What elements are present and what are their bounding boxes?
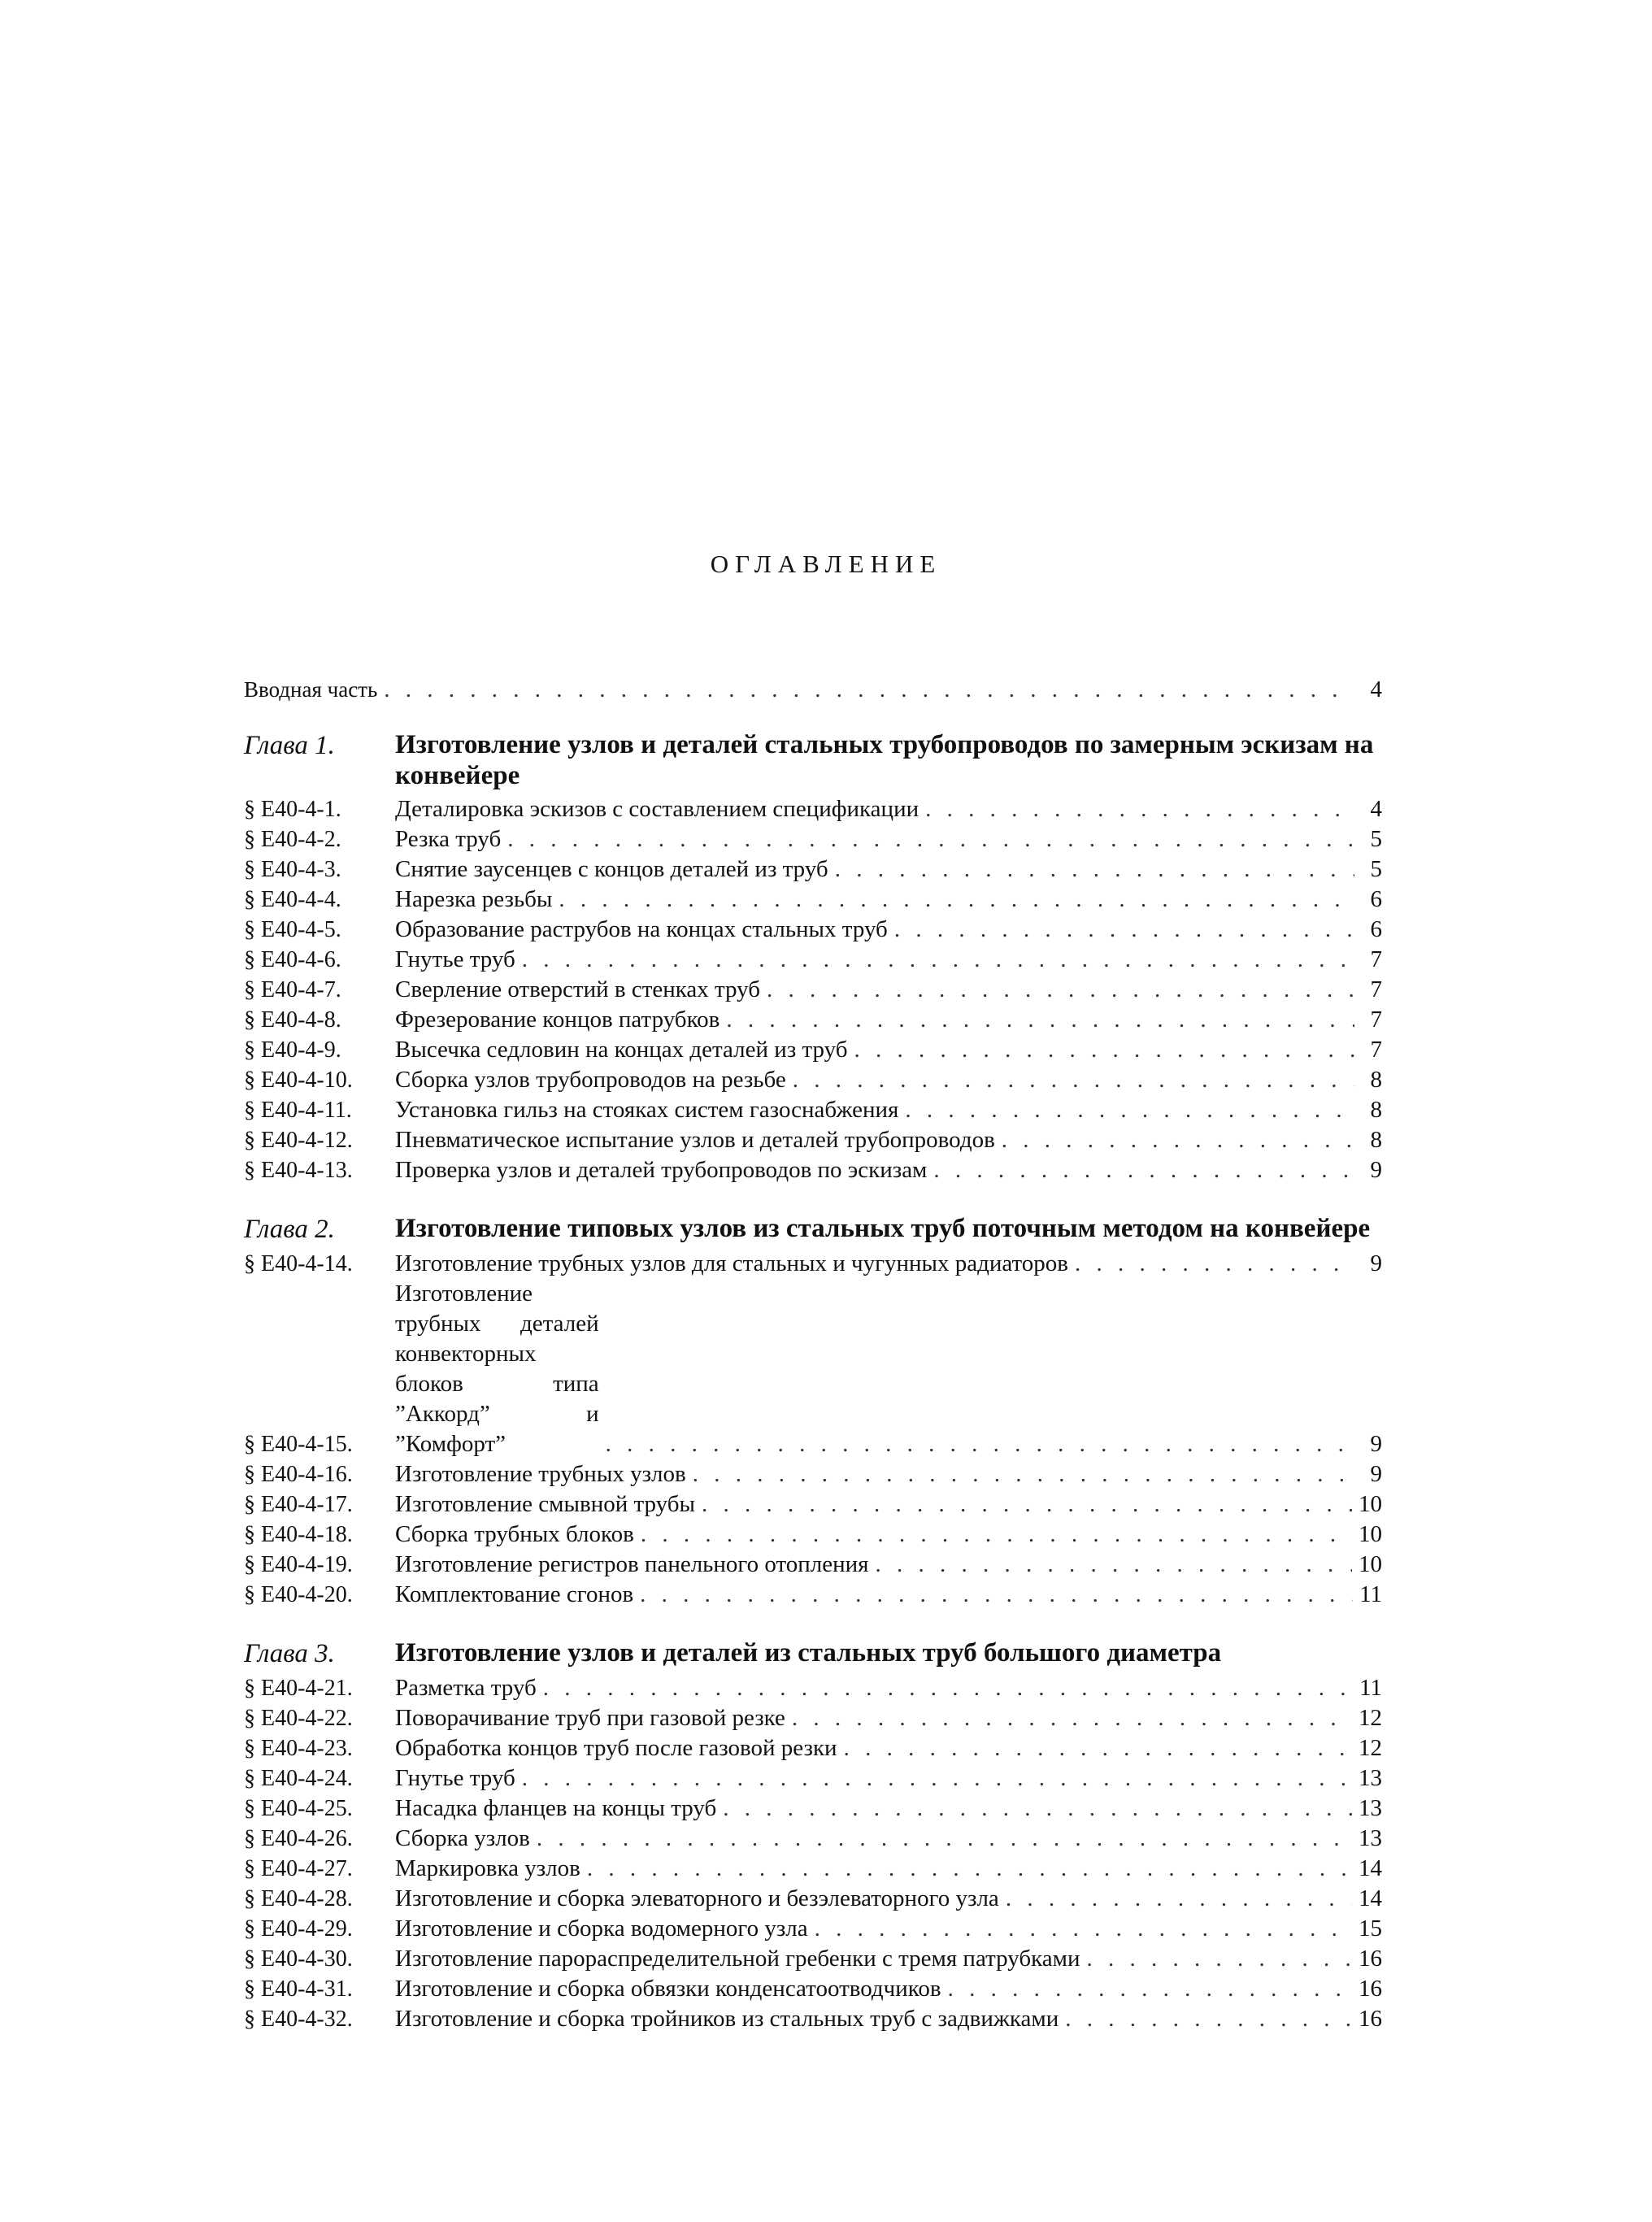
toc-entry[interactable] (244, 1489, 1382, 1520)
toc-entry-title: Фрезерование концов патрубков (395, 1007, 720, 1033)
chapter-label: Глава 2. (244, 1215, 335, 1244)
toc-entry-title: Изготовление смывной трубы (395, 1491, 695, 1517)
toc-entry-title: Сверление отверстий в стенках труб (395, 976, 761, 1002)
toc-entry[interactable] (244, 1703, 1382, 1733)
toc-section-number: § Е40-4-17. (244, 1492, 353, 1517)
toc-page-number: 7 (1370, 1007, 1382, 1033)
toc-page-number: 13 (1359, 1825, 1382, 1851)
toc-section-number: § Е40-4-12. (244, 1128, 353, 1153)
chapter-label: Глава 1. (244, 731, 335, 760)
toc-leader-dots (792, 1703, 1352, 1733)
toc-section-number: § Е40-4-27. (244, 1856, 353, 1881)
toc-page-number: 16 (1359, 1976, 1382, 2002)
toc-section-number: § Е40-4-9. (244, 1037, 341, 1063)
toc-leader-dots (793, 1065, 1354, 1095)
toc-section-number: § Е40-4-29. (244, 1916, 353, 1942)
toc-entry-title: Снятие заусенцев с концов деталей из труб (395, 856, 828, 882)
chapter-heading[interactable] (244, 1213, 1382, 1246)
toc-entry-title: Изготовление трубных узлов (395, 1461, 686, 1487)
toc-page-number: 15 (1359, 1915, 1382, 1942)
toc-leader-dots (925, 794, 1354, 824)
toc-entry[interactable] (244, 824, 1382, 854)
toc-page-number: 9 (1370, 1431, 1382, 1457)
toc-entry[interactable] (244, 1914, 1382, 1944)
toc-page-number: 11 (1359, 1675, 1382, 1701)
toc-leader-dots (835, 854, 1354, 885)
toc-entry[interactable] (244, 1884, 1382, 1914)
toc-leader-dots (1006, 1884, 1352, 1914)
toc-section-number: § Е40-4-4. (244, 887, 341, 912)
toc-entry-title: Изготовление и сборка обвязки конденсатоотводчиков (395, 1976, 941, 2002)
toc-entry-title: Высечка седловин на концах деталей из труб (395, 1037, 848, 1063)
toc-section-number: § Е40-4-7. (244, 977, 341, 1002)
toc-leader-dots (933, 1155, 1354, 1185)
toc-page-number: 9 (1370, 1157, 1382, 1183)
toc-leader-dots (702, 1489, 1352, 1520)
toc-section-number: § Е40-4-20. (244, 1582, 353, 1607)
toc-leader-dots (767, 975, 1354, 1005)
toc-leader-dots (815, 1914, 1352, 1944)
chapter-title: Изготовление типовых узлов из стальных труб поточным методом на конвейере (395, 1214, 1371, 1243)
toc-page-number: 7 (1370, 976, 1382, 1002)
toc-entry-title: Сборка узлов (395, 1825, 530, 1851)
toc-leader-dots (726, 1005, 1354, 1035)
toc-page-number: 10 (1359, 1491, 1382, 1517)
chapter-title: Изготовление узлов и деталей из стальных труб большого диаметра (395, 1638, 1222, 1668)
toc-page-number: 9 (1370, 1250, 1382, 1276)
toc-page-number: 14 (1359, 1885, 1382, 1911)
toc-section-number: § Е40-4-23. (244, 1736, 353, 1761)
toc-entry[interactable] (244, 1520, 1382, 1550)
toc-page-number: 5 (1370, 826, 1382, 852)
toc-section-number: § Е40-4-6. (244, 947, 341, 972)
toc-page-number: 10 (1359, 1521, 1382, 1547)
toc-leader-dots (723, 1794, 1352, 1824)
toc-entry[interactable] (244, 1005, 1382, 1035)
toc-page-number: 11 (1359, 1581, 1382, 1607)
toc-leader-dots (537, 1824, 1352, 1854)
toc-entry-title: Изготовление регистров панельного отопления (395, 1551, 869, 1577)
toc-entry[interactable] (244, 1035, 1382, 1065)
toc-section-number: § Е40-4-2. (244, 827, 341, 852)
toc-section-number: § Е40-4-32. (244, 2007, 353, 2032)
toc-intro-entry[interactable] (244, 675, 1382, 705)
toc-entry[interactable] (244, 1065, 1382, 1095)
toc-entry-title: Поворачивание труб при газовой резке (395, 1705, 785, 1731)
toc-entry[interactable] (244, 1974, 1382, 2004)
page-title: ОГЛАВЛЕНИЕ (710, 550, 942, 578)
toc-leader-dots (522, 1763, 1352, 1794)
toc-entry-title: Изготовление и сборка элеваторного и безэлеваторного узла (395, 1885, 999, 1911)
toc-entry[interactable] (244, 1673, 1382, 1703)
toc-leader-dots (876, 1550, 1353, 1580)
toc-entry[interactable] (244, 915, 1382, 945)
toc-entry[interactable] (244, 1824, 1382, 1854)
toc-entry[interactable] (244, 1580, 1382, 1610)
toc-leader-dots (543, 1673, 1353, 1703)
toc-entry-title: Вводная часть (244, 677, 378, 702)
toc-section-number: § Е40-4-16. (244, 1462, 353, 1487)
toc-entry-title: Разметка труб (395, 1675, 537, 1701)
toc-page-number: 14 (1359, 1855, 1382, 1881)
toc-leader-dots (507, 824, 1354, 854)
toc-entry[interactable] (244, 945, 1382, 975)
toc-page-number: 16 (1359, 1946, 1382, 1972)
toc-leader-dots (1065, 2004, 1352, 2034)
toc-entry-title: Изготовление и сборка водомерного узла (395, 1915, 808, 1942)
toc-entry-title: Насадка фланцев на концы труб (395, 1795, 717, 1821)
toc-section-number: § Е40-4-24. (244, 1766, 353, 1791)
toc-entry[interactable] (244, 1279, 1382, 1459)
toc-entry[interactable] (244, 1944, 1382, 1974)
table-of-contents (244, 675, 1382, 2034)
toc-leader-dots (905, 1095, 1354, 1125)
toc-leader-dots (522, 945, 1354, 975)
toc-entry-title: Изготовление трубных деталей конвекторных блоков типа ”Аккорд” и ”Комфорт” (395, 1281, 599, 1457)
toc-entry[interactable] (244, 975, 1382, 1005)
toc-section-number: § Е40-4-19. (244, 1552, 353, 1577)
toc-section-number: § Е40-4-30. (244, 1946, 353, 1972)
toc-section-number: § Е40-4-22. (244, 1706, 353, 1731)
toc-entry-title: Сборка узлов трубопроводов на резьбе (395, 1067, 786, 1093)
toc-page-number: 16 (1359, 2006, 1382, 2032)
toc-page-number: 4 (1370, 676, 1382, 702)
toc-entry[interactable] (244, 1459, 1382, 1489)
toc-section-number: § Е40-4-1. (244, 797, 341, 822)
toc-page-number: 10 (1359, 1551, 1382, 1577)
toc-leader-dots (384, 675, 1354, 705)
toc-leader-dots (1075, 1249, 1354, 1279)
toc-entry-title: Образование раструбов на концах стальных труб (395, 916, 888, 942)
toc-section-number: § Е40-4-21. (244, 1676, 353, 1701)
toc-section-number: § Е40-4-10. (244, 1068, 353, 1093)
toc-section-number: § Е40-4-5. (244, 917, 341, 942)
toc-entry[interactable] (244, 1550, 1382, 1580)
toc-entry-title: Проверка узлов и деталей трубопроводов по эскизам (395, 1157, 928, 1183)
toc-entry[interactable] (244, 1733, 1382, 1763)
toc-leader-dots (641, 1520, 1352, 1550)
toc-entry-title: Нарезка резьбы (395, 886, 553, 912)
toc-entry[interactable] (244, 2004, 1382, 2034)
toc-page-number: 12 (1359, 1705, 1382, 1731)
toc-entry[interactable] (244, 1794, 1382, 1824)
toc-entry-title: Изготовление и сборка тройников из стальных труб с задвижками (395, 2006, 1059, 2032)
chapter-heading[interactable] (244, 1637, 1382, 1670)
toc-entry-title: Гнутье труб (395, 1765, 515, 1791)
toc-page-number: 12 (1359, 1735, 1382, 1761)
toc-page-number: 7 (1370, 946, 1382, 972)
toc-entry-title: Пневматическое испытание узлов и деталей трубопроводов (395, 1127, 995, 1153)
chapter-title: Изготовление узлов и деталей стальных трубопроводов по замерным эскизам на конвейере (395, 730, 1374, 790)
toc-page-number: 6 (1370, 886, 1382, 912)
toc-entry-title: Обработка концов труб после газовой резки (395, 1735, 837, 1761)
toc-leader-dots (1002, 1125, 1354, 1155)
toc-entry-title: Резка труб (395, 826, 502, 852)
toc-entry-title: Изготовление парораспределительной гребенки с тремя патрубками (395, 1946, 1080, 1972)
toc-entry[interactable] (244, 1125, 1382, 1155)
toc-section-number: § Е40-4-25. (244, 1796, 353, 1821)
toc-page-number: 5 (1370, 856, 1382, 882)
chapter-label: Глава 3. (244, 1639, 335, 1668)
toc-entry-title: Маркировка узлов (395, 1855, 580, 1881)
toc-leader-dots (844, 1733, 1352, 1763)
toc-leader-dots (640, 1580, 1353, 1610)
toc-entry[interactable] (244, 1763, 1382, 1794)
toc-page-number: 13 (1359, 1765, 1382, 1791)
toc-page-number: 13 (1359, 1795, 1382, 1821)
toc-entry[interactable] (244, 1249, 1382, 1279)
toc-section-number: § Е40-4-13. (244, 1158, 353, 1183)
toc-entry[interactable] (244, 1155, 1382, 1185)
toc-section-number: § Е40-4-14. (244, 1251, 353, 1276)
toc-entry-title: Комплектование сгонов (395, 1581, 634, 1607)
toc-entry[interactable] (244, 854, 1382, 885)
toc-entry[interactable] (244, 1095, 1382, 1125)
toc-section-number: § Е40-4-18. (244, 1522, 353, 1547)
toc-page-number: 9 (1370, 1461, 1382, 1487)
toc-leader-dots (1087, 1944, 1353, 1974)
toc-leader-dots (693, 1459, 1354, 1489)
toc-leader-dots (948, 1974, 1352, 2004)
toc-leader-dots (559, 885, 1354, 915)
toc-page-number: 8 (1370, 1067, 1382, 1093)
toc-section-number: § Е40-4-3. (244, 857, 341, 882)
toc-leader-dots (587, 1854, 1352, 1884)
toc-entry[interactable] (244, 1854, 1382, 1884)
toc-entry-title: Сборка трубных блоков (395, 1521, 634, 1547)
toc-page-number: 8 (1370, 1097, 1382, 1123)
toc-section-number: § Е40-4-28. (244, 1886, 353, 1911)
toc-section-number: § Е40-4-15. (244, 1432, 353, 1457)
toc-entry[interactable] (244, 885, 1382, 915)
toc-entry-title: Изготовление трубных узлов для стальных и чугунных радиаторов (395, 1250, 1069, 1276)
toc-leader-dots (854, 1035, 1354, 1065)
toc-entry[interactable] (244, 794, 1382, 824)
toc-page-number: 7 (1370, 1037, 1382, 1063)
toc-section-number: § Е40-4-26. (244, 1826, 353, 1851)
toc-page-number: 6 (1370, 916, 1382, 942)
toc-page-number: 8 (1370, 1127, 1382, 1153)
toc-leader-dots (894, 915, 1354, 945)
toc-leader-dots (606, 1429, 1354, 1459)
chapter-heading[interactable] (244, 729, 1382, 791)
toc-section-number: § Е40-4-11. (244, 1098, 352, 1123)
toc-page-number: 4 (1370, 796, 1382, 822)
toc-section-number: § Е40-4-31. (244, 1976, 353, 2002)
toc-section-number: § Е40-4-8. (244, 1007, 341, 1033)
toc-entry-title: Гнутье труб (395, 946, 515, 972)
toc-entry-title: Установка гильз на стояках систем газоснабжения (395, 1097, 899, 1123)
toc-entry-title: Деталировка эскизов с составлением спецификации (395, 796, 919, 822)
